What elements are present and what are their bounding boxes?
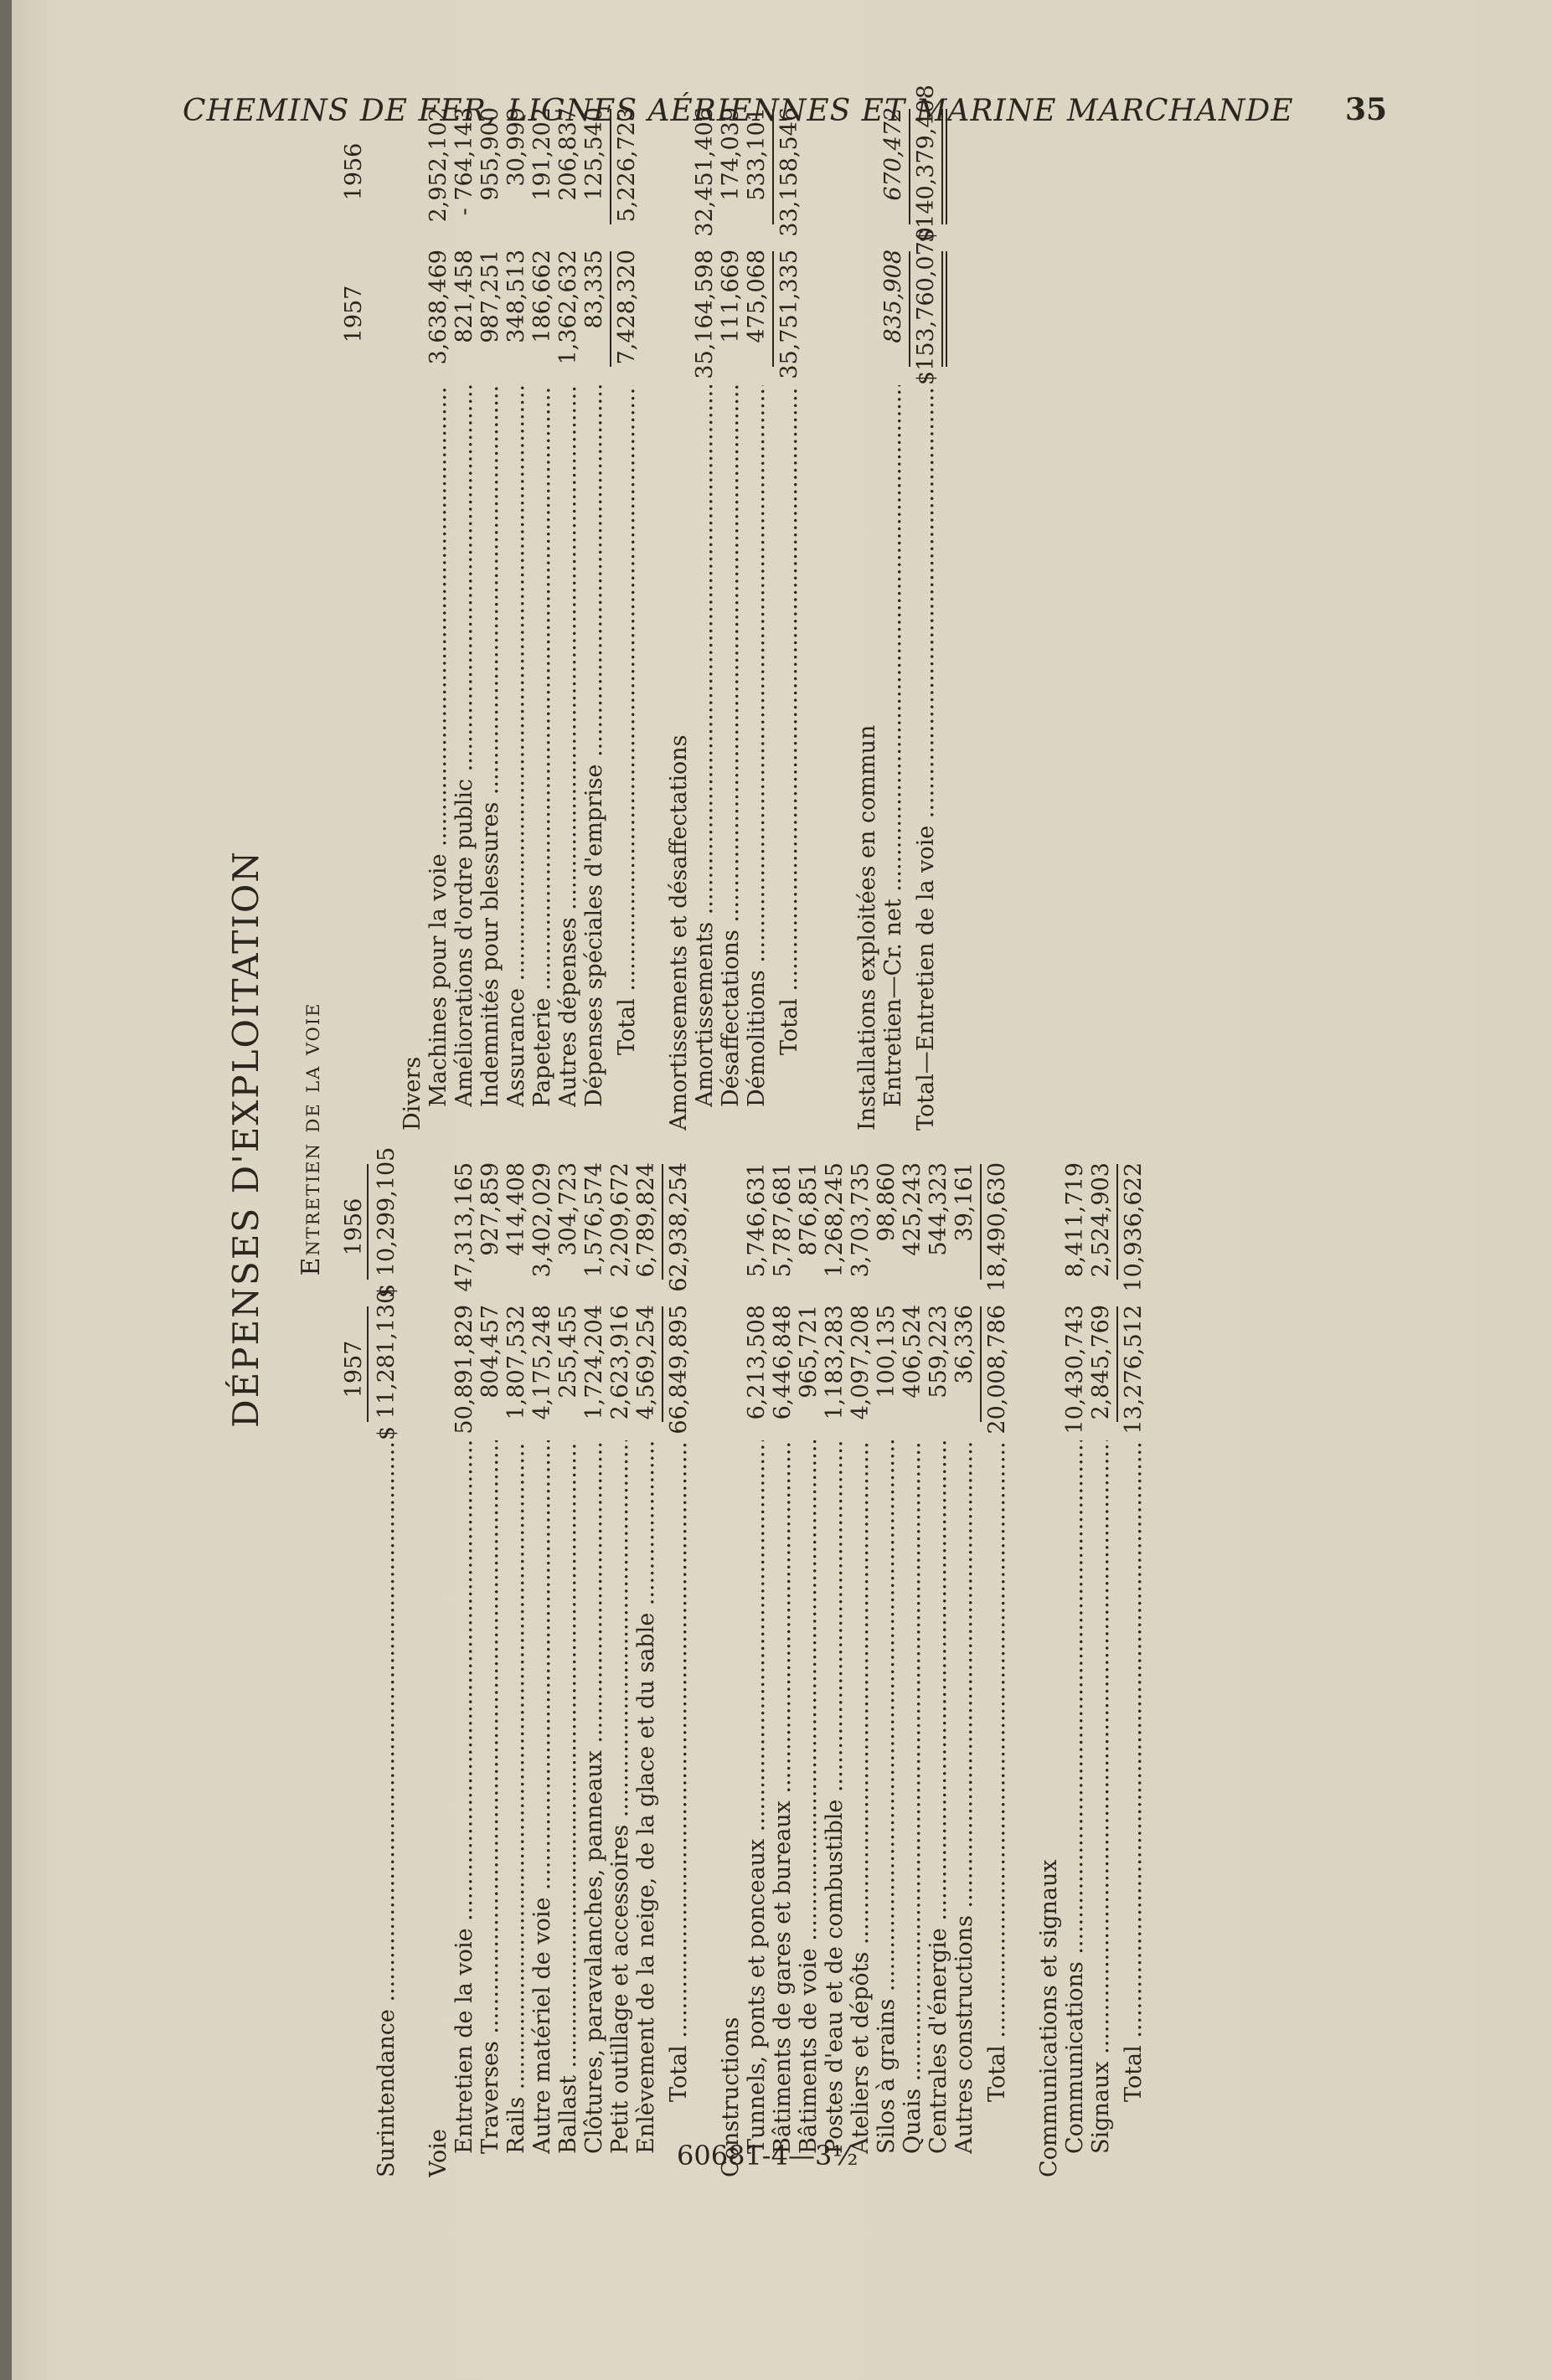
page-number: 35 xyxy=(1345,92,1388,127)
table-row: Dépenses spéciales d'emprise ..... 83,335 125,540 xyxy=(581,100,607,1131)
table-row: Enlèvement de la neige, de la glace et du sable ..... 4,569,254 6,789,824 xyxy=(633,1156,659,2177)
rotated-table-block xyxy=(225,85,1456,2177)
table-subtitle: Entretien de la voie xyxy=(296,1002,326,1276)
table-row: Machines pour la voie ..... 3,638,469 2,952,102 xyxy=(425,100,451,1131)
table-row: Clôtures, paravalanches, panneaux ..... 1,724,204 1,576,574 xyxy=(581,1156,607,2177)
year-1956-header: 1956 xyxy=(341,1198,367,1256)
year-header-left xyxy=(333,1156,367,2177)
table-row: Ballast ..... 255,455 304,723 xyxy=(555,1156,581,2177)
table-row: Ateliers et dépôts ..... 4,097,208 3,703,735 xyxy=(848,1156,874,2177)
table-row: Améliorations d'ordre public ..... 821,458 - 764,143 xyxy=(451,100,477,1131)
section-heading: Installations exploitées en commun xyxy=(854,724,880,1131)
table-row xyxy=(374,1146,400,2177)
table-row: Traverses ..... 804,457 927,859 xyxy=(477,1156,503,2177)
value-1956: $ 10,299,105 xyxy=(374,1146,400,1298)
total-row: Total ..... 7,428,320 5,226,723 xyxy=(614,100,640,1131)
table-row: Tunnels, ponts et ponceaux ..... 6,213,508 5,746,631 xyxy=(744,1156,770,2177)
binding-edge xyxy=(0,0,12,2380)
table-row: Signaux ..... 2,845,769 2,524,903 xyxy=(1088,1156,1114,2177)
table-row: Quais ..... 406,524 425,243 xyxy=(900,1156,926,2177)
grand-total-row: Total—Entretien de la voie ..... $153,760,070 $140,379,408 xyxy=(913,100,939,1131)
table-row: Bâtiments de voie ..... 965,721 876,851 xyxy=(796,1156,822,2177)
total-row: Total ..... 35,751,335 33,158,546 xyxy=(776,100,802,1131)
table-row: Entretien—Cr. net ..... 835,908 670,472 xyxy=(880,100,906,1131)
table-row: Autres dépenses ..... 1,362,632 206,837 xyxy=(555,100,581,1131)
table-row: Communications ..... 10,430,743 8,411,719 xyxy=(1062,1156,1088,2177)
table-row: Silos à grains ..... 100,135 98,860 xyxy=(874,1156,900,2177)
section-heading: Constructions xyxy=(718,2017,744,2177)
table-title: DÉPENSES D'EXPLOITATION xyxy=(225,849,266,1429)
section-heading: Communications et signaux xyxy=(1036,1859,1062,2177)
section-heading: Amortissements et désaffectations xyxy=(666,734,692,1131)
year-1957-header: 1957 xyxy=(341,1340,367,1399)
left-column xyxy=(333,1146,1147,2177)
table-row: Centrales d'énergie ..... 559,223 544,323 xyxy=(926,1156,951,2177)
year-1957-header: 1957 xyxy=(341,285,367,343)
total-row: Total ..... 20,008,786 18,490,630 xyxy=(984,1156,1010,2177)
value-1957: $ 11,281,130 xyxy=(374,1289,400,1440)
year-1956-header: 1956 xyxy=(341,142,367,201)
table-row: Entretien de la voie ..... 50,891,829 47,313,165 xyxy=(451,1156,477,2177)
table-row: Désaffectations ..... 111,669 174,039 xyxy=(718,100,744,1131)
table-row: Postes d'eau et de combustible ..... 1,183,283 1,268,245 xyxy=(822,1156,848,2177)
row-label: Surintendance ..... xyxy=(374,1440,400,2177)
footer-print-code: 60681-4—3½ xyxy=(677,2140,858,2171)
table-row: Amortissements ..... 35,164,598 32,451,406 xyxy=(692,100,718,1131)
table-row: Démolitions ..... 475,068 533,101 xyxy=(744,100,770,1131)
table-row: Papeterie ..... 186,662 191,202 xyxy=(529,100,555,1131)
table-row: Bâtiments de gares et bureaux ..... 6,446,848 5,787,681 xyxy=(770,1156,796,2177)
total-row: Total ..... 66,849,895 62,938,254 xyxy=(666,1156,692,2177)
table-row: Assurance ..... 348,513 30,999 xyxy=(503,100,529,1131)
section-heading: Voie xyxy=(425,2129,451,2177)
table-row: Indemnités pour blessures ..... 987,251 955,900 xyxy=(477,100,503,1131)
section-heading: Divers xyxy=(400,1056,425,1131)
table-row: Rails ..... 1,807,532 414,408 xyxy=(503,1156,529,2177)
table-row: Autre matériel de voie ..... 4,175,248 3,402,029 xyxy=(529,1156,555,2177)
running-title: CHEMINS DE FER, LIGNES AÉRIENNES ET MARINE MARCHANDE xyxy=(183,94,1294,128)
year-header-right xyxy=(333,100,367,1131)
table-row: Petit outillage et accessoires ..... 2,623,916 2,209,672 xyxy=(607,1156,633,2177)
table-row: Autres constructions ..... 36,336 39,161 xyxy=(951,1156,977,2177)
total-row: Total ..... 13,276,512 10,936,622 xyxy=(1121,1156,1147,2177)
